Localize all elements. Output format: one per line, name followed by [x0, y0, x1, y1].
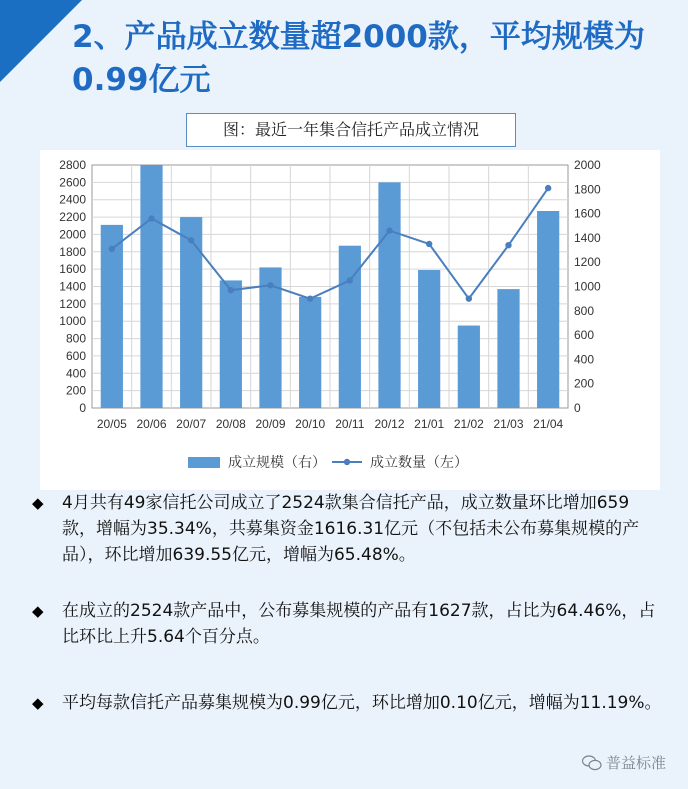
x-tick-label: 20/11 [335, 417, 365, 431]
line-point [347, 277, 353, 283]
x-tick-label: 20/09 [255, 417, 286, 431]
y-left-tick-label: 800 [65, 331, 86, 346]
y-right-tick-label: 1800 [574, 182, 601, 197]
bullet-marker-icon: ◆ [32, 602, 44, 620]
x-tick-label: 20/10 [295, 417, 326, 431]
y-left-tick-label: 1800 [59, 244, 86, 259]
y-left-tick-label: 2600 [59, 175, 86, 190]
x-tick-label: 21/02 [453, 417, 484, 431]
line-point [188, 237, 194, 243]
line-point [545, 185, 551, 191]
bullet-item [32, 490, 662, 568]
line-point [267, 282, 273, 288]
bullet-marker-icon: ◆ [32, 494, 44, 512]
legend-label: 成立数量（左） [370, 455, 468, 471]
watermark-text: 普益标准 [605, 754, 666, 772]
line-point [386, 227, 392, 233]
y-left-tick-label: 1000 [59, 314, 86, 329]
y-left-tick-label: 200 [65, 383, 86, 398]
y-left-tick-label: 2000 [59, 227, 86, 242]
bullet-marker-icon: ◆ [32, 694, 44, 712]
y-left-tick-label: 2200 [59, 210, 86, 225]
bar [140, 165, 162, 408]
line-point [505, 242, 511, 248]
y-right-tick-label: 0 [574, 401, 581, 415]
x-tick-label: 21/01 [414, 417, 445, 431]
line-point [307, 295, 313, 301]
y-right-tick-label: 600 [574, 328, 595, 343]
bar [497, 289, 519, 408]
y-left-tick-label: 2800 [59, 158, 86, 172]
bullet-text: 平均每款信托产品募集规模为0.99亿元，环比增加0.10亿元，增幅为11.19%。 [62, 693, 662, 713]
y-left-tick-label: 1600 [59, 262, 86, 277]
line-point [109, 246, 115, 252]
y-left-tick-label: 1200 [59, 296, 86, 311]
bar [418, 270, 440, 408]
line-point [228, 287, 234, 293]
bar [299, 297, 321, 408]
bar [101, 225, 123, 408]
watermark [582, 752, 666, 773]
line-point [148, 215, 154, 221]
x-tick-label: 21/03 [493, 417, 524, 431]
y-left-tick-label: 2400 [59, 192, 86, 207]
x-tick-label: 20/06 [136, 417, 167, 431]
legend-swatch-marker [344, 459, 350, 465]
y-right-tick-label: 800 [574, 303, 595, 318]
legend-label: 成立规模（右） [228, 455, 326, 471]
y-left-tick-label: 600 [65, 348, 86, 363]
bullet-item [32, 690, 662, 716]
x-tick-label: 20/07 [176, 417, 207, 431]
bar [378, 182, 400, 408]
chart-container [40, 150, 660, 490]
line-point [466, 295, 472, 301]
figure-caption: 图：最近一年集合信托产品成立情况 [186, 113, 516, 147]
bullet-item [32, 598, 662, 650]
y-left-tick-label: 0 [79, 401, 86, 415]
page-title: 2、产品成立数量超2000款，平均规模为0.99亿元 [72, 19, 645, 98]
y-right-tick-label: 2000 [574, 158, 601, 172]
bullet-text: 在成立的2524款产品中，公布募集规模的产品有1627款，占比为64.46%，占比环比上升5.64个百分点。 [62, 601, 656, 647]
bullet-text: 4月共有49家信托公司成立了2524款集合信托产品，成立数量环比增加659款，增幅为35.34%，共募集资金1616.31亿元（不包括未公布募集规模的产品），环比增加639.55亿元，增幅为65.48%。 [62, 493, 640, 565]
bar [537, 211, 559, 408]
y-right-tick-label: 1400 [574, 230, 601, 245]
bar [458, 326, 480, 408]
y-left-tick-label: 400 [65, 366, 86, 381]
y-right-tick-label: 1200 [574, 255, 601, 270]
x-tick-label: 20/12 [374, 417, 405, 431]
bar [220, 280, 242, 408]
y-right-tick-label: 200 [574, 376, 595, 391]
x-tick-label: 20/05 [96, 417, 127, 431]
y-right-tick-label: 1000 [574, 279, 601, 294]
wechat-icon [582, 755, 602, 771]
x-tick-label: 20/08 [215, 417, 246, 431]
line-point [426, 241, 432, 247]
y-right-tick-label: 400 [574, 352, 595, 367]
corner-accent [0, 0, 82, 82]
y-left-tick-label: 1400 [59, 279, 86, 294]
legend-swatch-bar [188, 457, 220, 468]
bar [180, 217, 202, 408]
y-right-tick-label: 1600 [574, 206, 601, 221]
combo-chart [40, 150, 660, 490]
x-tick-label: 21/04 [533, 417, 564, 431]
